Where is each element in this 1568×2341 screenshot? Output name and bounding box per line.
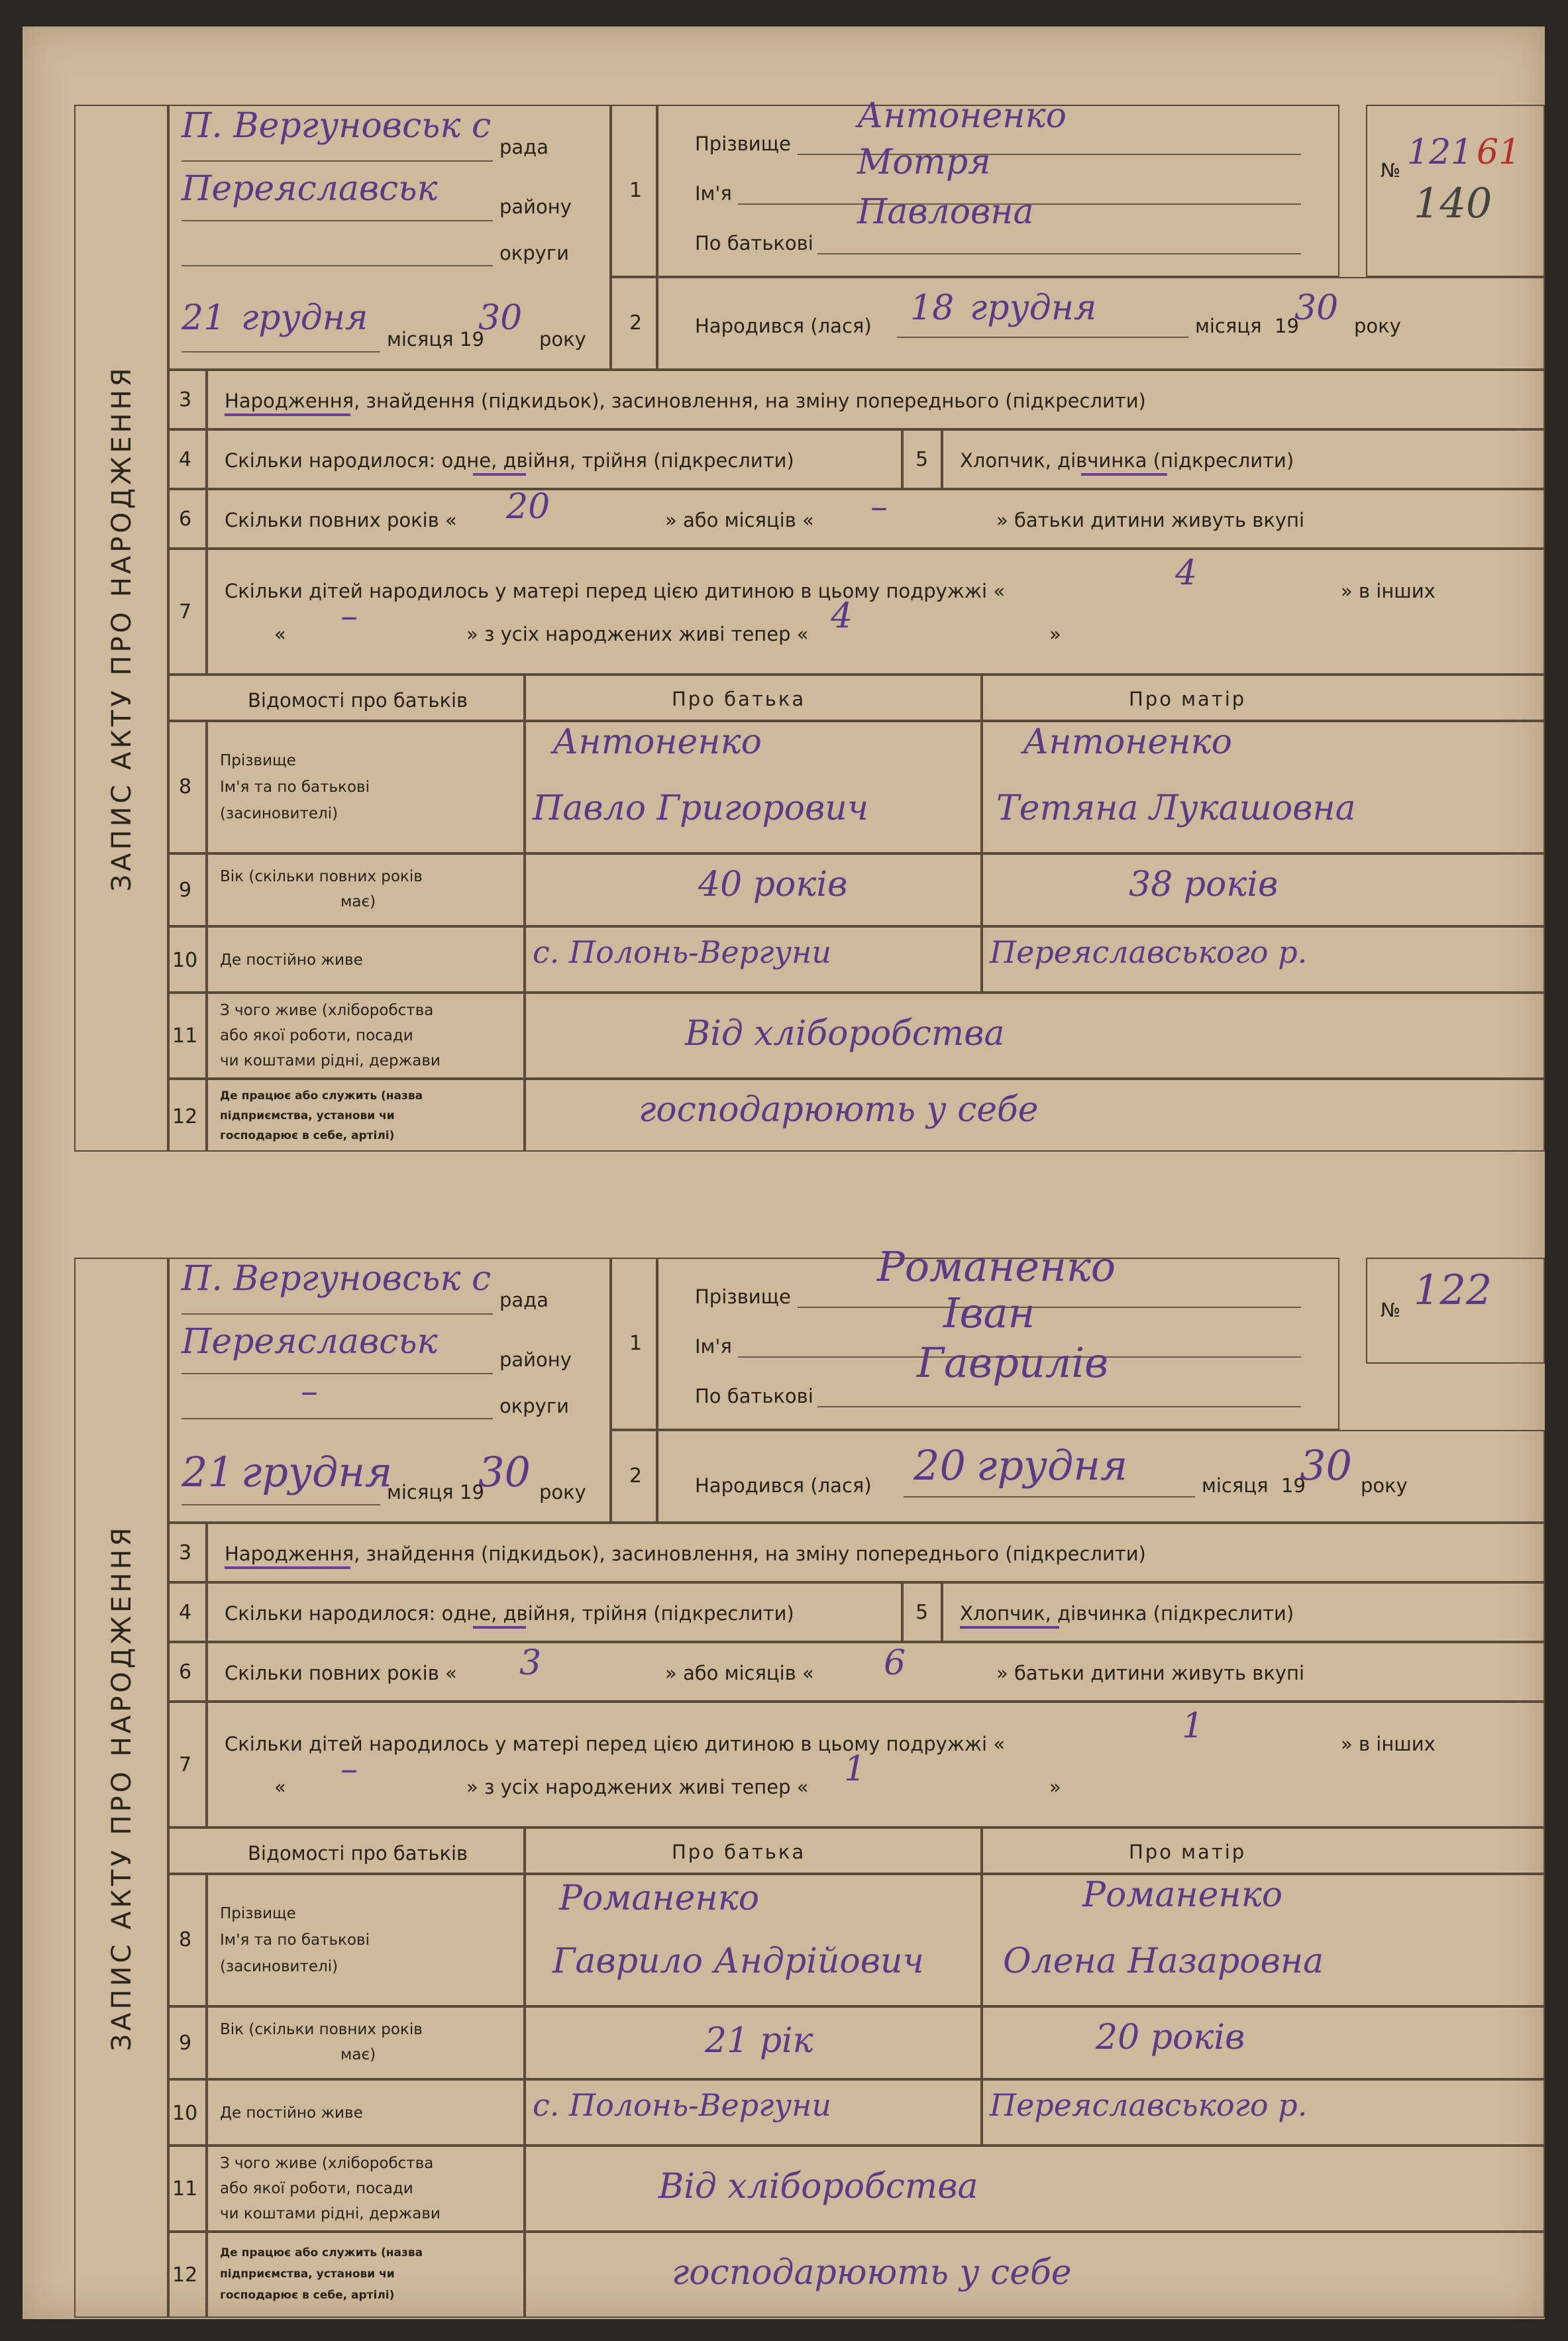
row-9-mother-cell — [982, 2006, 1545, 2079]
row-7-text-a: Скільки дітей народилось у матері перед цією дитиною в цьому подружжі « — [225, 1733, 1006, 1755]
row-5-number: 5 — [915, 448, 929, 471]
row-12-label-cell — [207, 2232, 525, 2318]
row-10-number-cell — [167, 2079, 207, 2146]
record-number-red: 61 — [1477, 133, 1521, 172]
row-4-underline — [473, 473, 526, 476]
rayon-line — [182, 1373, 493, 1374]
row-5-underline — [1081, 473, 1167, 476]
row-6-number: 6 — [179, 508, 192, 531]
rada-handwriting: П. Вергуновськ с — [182, 1259, 492, 1299]
row-9-label-2: має) — [340, 2046, 376, 2063]
row-9-label-cell — [207, 853, 525, 926]
row-10-number: 10 — [172, 2102, 198, 2125]
parents-header: Відомості про батьків — [248, 1842, 468, 1865]
parents-header-cell — [167, 1827, 525, 1874]
record-side-title: ЗАПИС АКТУ ПРО НАРОДЖЕННЯ — [107, 364, 137, 892]
row-3-number: 3 — [179, 388, 192, 411]
row-7-text-d: » з усіх народжених живі тепер « — [466, 1776, 809, 1798]
born-line — [897, 337, 1188, 338]
row-8-father-cell — [525, 721, 982, 853]
row-6-cell — [207, 1642, 1545, 1702]
row-10-label-cell — [207, 926, 525, 993]
parents-header: Відомості про батьків — [248, 689, 468, 712]
row-2-number: 2 — [629, 1464, 643, 1488]
row-7-text-e: » — [1049, 623, 1061, 645]
row-5-underline — [960, 1626, 1059, 1629]
born-year: 30 — [1300, 1441, 1352, 1490]
row-8-number: 8 — [179, 775, 192, 798]
row-10-label: Де постійно живе — [220, 2104, 363, 2122]
row-11-label-2: або якої роботи, посади — [220, 1027, 413, 1044]
child-name-block — [657, 96, 1339, 277]
rada-label: рада — [499, 136, 549, 158]
name-label: Ім'я — [695, 182, 732, 205]
archival-page — [23, 27, 1545, 2319]
row-5-number: 5 — [915, 1601, 929, 1624]
okrug-line — [182, 265, 493, 266]
born-year-prefix: 19 — [1281, 1474, 1306, 1497]
born-month-label: місяця — [1195, 315, 1262, 337]
row-7-alive: 4 — [831, 596, 853, 636]
row-12-label-1: Де працює або служить (назва — [220, 2246, 423, 2259]
registration-line — [182, 1504, 380, 1505]
row-9-number: 9 — [179, 879, 192, 902]
row-11-label-3: чи коштами рідні, держави — [220, 2205, 441, 2222]
row-10-label-cell — [207, 2079, 525, 2146]
mother-header: Про матір — [1129, 688, 1247, 710]
row-12-label-cell — [207, 1079, 525, 1152]
row-7-number-cell — [167, 1702, 207, 1827]
row-10-number-cell — [167, 926, 207, 993]
row-4-number-cell — [167, 429, 207, 489]
row-7-text-b: » в інших — [1341, 1733, 1436, 1755]
row-7-this-marriage: 1 — [1182, 1706, 1204, 1746]
parents-header-cell — [167, 675, 525, 721]
record-number: 122 — [1414, 1266, 1492, 1314]
father-surname: Антоненко — [552, 722, 762, 762]
row-9-number-cell — [167, 853, 207, 926]
row-2-number-cell — [611, 1430, 657, 1523]
okrug-line — [182, 1418, 493, 1419]
row-8-label-3: (засиновителі) — [220, 1958, 339, 1975]
born-day: 18 — [910, 288, 955, 328]
row-11-value-cell — [525, 993, 1545, 1079]
row-11-label-cell — [207, 2146, 525, 2232]
mother-header-cell — [982, 675, 1545, 721]
rada-label: рада — [499, 1289, 549, 1311]
row-7-this-marriage: 4 — [1175, 553, 1198, 593]
row-11-number-cell — [167, 2146, 207, 2232]
row-9-label-1: Вік (скільки повних років — [220, 868, 423, 885]
row-3-number: 3 — [179, 1541, 192, 1564]
patronymic-label: По батькові — [695, 1385, 813, 1407]
row-10-mother-cell — [982, 2079, 1545, 2146]
mother-surname: Романенко — [1082, 1875, 1283, 1915]
row-3-text: Народження, знайдення (підкидьок), засиновлення, на зміну попереднього (підкреслити) — [225, 390, 1146, 412]
born-month: грудня — [976, 1441, 1128, 1490]
place-of-work: господарюють у себе — [639, 1090, 1039, 1130]
district-block — [167, 1258, 611, 1523]
row-1-number: 1 — [629, 1332, 643, 1355]
mother-residence: Переяславського р. — [990, 934, 1308, 970]
row-6-years: 3 — [519, 1643, 542, 1683]
record-number: 121 — [1407, 133, 1473, 172]
row-5-cell — [942, 1582, 1545, 1642]
father-header-cell — [525, 1827, 982, 1874]
name-handwriting: Мотря — [857, 142, 991, 182]
patronymic-line — [817, 1406, 1301, 1407]
record-number-label: № — [1381, 159, 1401, 182]
father-residence: с. Полонь-Вергуни — [533, 2087, 832, 2123]
row-11-value-cell — [525, 2146, 1545, 2232]
row-7-text-c: « — [274, 1776, 286, 1798]
row-9-number-cell — [167, 2006, 207, 2079]
row-8-mother-cell — [982, 1874, 1545, 2006]
row-5-cell — [942, 429, 1545, 489]
born-month: грудня — [970, 288, 1097, 328]
mother-age: 38 років — [1129, 865, 1279, 904]
born-year-prefix: 19 — [1275, 315, 1299, 337]
row-7-alive: 1 — [844, 1749, 866, 1789]
row-12-label-2: підприємства, установи чи — [220, 2267, 395, 2281]
row-8-label-cell — [207, 1874, 525, 2006]
row-8-label-1: Прізвище — [220, 1905, 296, 1922]
row-6-months: 6 — [884, 1643, 906, 1683]
registration-day: 21 — [182, 298, 226, 338]
row-7-text-c: « — [274, 623, 286, 645]
row-11-label-2: або якої роботи, посади — [220, 2180, 413, 2197]
row-3-number-cell — [167, 370, 207, 429]
registration-year-label: року — [539, 328, 586, 351]
record-side-title-box — [74, 1258, 170, 2318]
born-label: Народився (лася) — [695, 1474, 872, 1497]
born-line — [904, 1496, 1195, 1497]
okrug-label: округи — [499, 1395, 569, 1417]
row-6-cell — [207, 489, 1545, 549]
name-handwriting: Іван — [943, 1289, 1035, 1337]
father-age: 21 рік — [705, 2021, 813, 2061]
row-1-number-cell — [611, 105, 657, 277]
row-5-text: Хлопчик, дівчинка (підкреслити) — [960, 449, 1294, 472]
row-10-father-cell — [525, 926, 982, 993]
row-4-number-cell — [167, 1582, 207, 1642]
father-surname: Романенко — [559, 1878, 760, 1918]
rada-line — [182, 160, 493, 162]
row-11-number: 11 — [172, 1024, 198, 1048]
row-1-number: 1 — [629, 179, 643, 202]
row-6-text-a: Скільки повних років « — [225, 509, 457, 531]
row-4-text: Скільки народилося: одне, двійня, трійня (підкреслити) — [225, 449, 794, 472]
row-3-text: Народження, знайдення (підкидьок), засиновлення, на зміну попереднього (підкреслити) — [225, 1543, 1146, 1565]
row-3-underline — [225, 1566, 350, 1569]
record-side-title: ЗАПИС АКТУ ПРО НАРОДЖЕННЯ — [107, 1524, 137, 2051]
place-of-work: господарюють у себе — [672, 2253, 1072, 2293]
row-11-label-1: З чого живе (хліборобства — [220, 2155, 434, 2172]
row-7-text-e: » — [1049, 1776, 1061, 1798]
row-10-label: Де постійно живе — [220, 952, 363, 969]
registration-day: 21 — [182, 1448, 234, 1496]
row-5-number-cell — [902, 1582, 942, 1642]
row-1-number-cell — [611, 1258, 657, 1430]
row-11-number: 11 — [172, 2177, 198, 2201]
row-7-other-marriages: – — [340, 1749, 358, 1789]
registration-month: грудня — [241, 298, 368, 338]
record-side-title-box — [74, 105, 170, 1152]
record-form-grid — [167, 1231, 1505, 2318]
row-7-text-a: Скільки дітей народилось у матері перед цією дитиною в цьому подружжі « — [225, 580, 1006, 602]
row-4-number: 4 — [179, 448, 192, 471]
row-12-label-3: господарює в себе, артілі) — [220, 1129, 395, 1142]
surname-handwriting: Романенко — [877, 1242, 1116, 1291]
born-month-label: місяця — [1202, 1474, 1269, 1497]
mother-name: Олена Назаровна — [1003, 1941, 1324, 1981]
row-10-father-cell — [525, 2079, 982, 2146]
rayon-handwriting: Переяславськ — [182, 1322, 438, 1362]
row-8-label-2: Ім'я та по батькові — [220, 779, 370, 796]
birth-record-2 — [54, 1231, 1505, 2318]
birth-record-1 — [54, 78, 1521, 1152]
row-8-label-1: Прізвище — [220, 752, 296, 769]
row-7-cell — [207, 1702, 1545, 1827]
row-3-cell — [207, 1523, 1545, 1582]
born-year: 30 — [1294, 288, 1339, 328]
row-4-number: 4 — [179, 1601, 192, 1624]
row-5-text: Хлопчик, дівчинка (підкреслити) — [960, 1602, 1294, 1625]
row-9-father-cell — [525, 853, 982, 926]
rayon-handwriting: Переяславськ — [182, 169, 438, 209]
row-3-cell — [207, 370, 1545, 429]
born-label: Народився (лася) — [695, 315, 872, 337]
row-12-label-1: Де працює або служить (назва — [220, 1089, 423, 1103]
row-7-other-marriages: – — [340, 596, 358, 636]
registration-year-prefix: 19 — [460, 328, 484, 351]
row-8-label-3: (засиновителі) — [220, 805, 339, 822]
father-header: Про батька — [672, 1841, 806, 1863]
row-6-text-b: » або місяців « — [665, 509, 814, 531]
born-year-label: року — [1354, 315, 1401, 337]
mother-header: Про матір — [1129, 1841, 1247, 1863]
record-number-box — [1366, 1258, 1545, 1364]
row-3-number-cell — [167, 1523, 207, 1582]
father-header-cell — [525, 675, 982, 721]
row-6-months: – — [870, 487, 888, 527]
row-12-value-cell — [525, 1079, 1545, 1152]
row-7-text-b: » в інших — [1341, 580, 1436, 602]
row-11-label-3: чи коштами рідні, держави — [220, 1052, 441, 1069]
row-12-value-cell — [525, 2232, 1545, 2318]
born-day: 20 — [914, 1441, 966, 1490]
father-name: Гаврило Андрійович — [552, 1941, 924, 1981]
row-11-number-cell — [167, 993, 207, 1079]
patronymic-handwriting: Гаврилів — [917, 1338, 1109, 1387]
row-12-number: 12 — [172, 2263, 198, 2287]
row-4-underline — [473, 1626, 526, 1629]
record-number-label: № — [1381, 1299, 1401, 1321]
source-of-living: Від хліборобства — [685, 1014, 1005, 1054]
birth-date-block — [657, 277, 1545, 370]
row-4-cell — [207, 1582, 902, 1642]
registration-year-label: року — [539, 1481, 586, 1503]
registration-month: грудня — [241, 1448, 393, 1496]
father-name: Павло Григорович — [533, 789, 869, 828]
row-6-number-cell — [167, 1642, 207, 1702]
row-8-father-cell — [525, 1874, 982, 2006]
row-11-label-1: З чого живе (хліборобства — [220, 1002, 434, 1019]
row-6-text-c: » батьки дитини живуть вкупі — [996, 1662, 1305, 1684]
row-5-number-cell — [902, 429, 942, 489]
row-11-label-cell — [207, 993, 525, 1079]
surname-label: Прізвище — [695, 1285, 791, 1308]
mother-name: Тетяна Лукашовна — [996, 789, 1356, 828]
rayon-label: району — [499, 1348, 572, 1371]
row-4-text: Скільки народилося: одне, двійня, трійня (підкреслити) — [225, 1602, 794, 1625]
row-12-number-cell — [167, 1079, 207, 1152]
row-2-number-cell — [611, 277, 657, 370]
row-9-label-cell — [207, 2006, 525, 2079]
rayon-line — [182, 220, 493, 221]
father-residence: с. Полонь-Вергуни — [533, 934, 832, 970]
row-8-label-cell — [207, 721, 525, 853]
row-7-number-cell — [167, 549, 207, 675]
row-6-text-c: » батьки дитини живуть вкупі — [996, 509, 1305, 531]
okrug-label: округи — [499, 242, 569, 264]
row-12-label-2: підприємства, установи чи — [220, 1109, 395, 1122]
mother-header-cell — [982, 1827, 1545, 1874]
mother-surname: Антоненко — [1023, 722, 1232, 762]
father-header: Про батька — [672, 688, 806, 710]
row-7-number: 7 — [179, 1753, 192, 1776]
row-6-number-cell — [167, 489, 207, 549]
patronymic-label: По батькові — [695, 232, 813, 254]
row-6-years: 20 — [506, 487, 550, 527]
patronymic-handwriting: Павловна — [857, 192, 1034, 232]
name-label: Ім'я — [695, 1335, 732, 1358]
okrug-handwriting: – — [301, 1372, 318, 1411]
record-number-annotation: 140 — [1414, 179, 1492, 227]
record-number-box — [1366, 105, 1545, 277]
row-10-mother-cell — [982, 926, 1545, 993]
row-9-father-cell — [525, 2006, 982, 2079]
registration-year-prefix: 19 — [460, 1481, 484, 1503]
row-8-label-2: Ім'я та по батькові — [220, 1932, 370, 1949]
row-8-number-cell — [167, 721, 207, 853]
surname-handwriting: Антоненко — [857, 96, 1067, 136]
registration-line — [182, 351, 380, 353]
row-7-text-d: » з усіх народжених живі тепер « — [466, 623, 809, 645]
registration-month-label: місяця — [387, 1481, 454, 1503]
row-8-number: 8 — [179, 1928, 192, 1951]
row-12-number: 12 — [172, 1105, 198, 1128]
row-9-number: 9 — [179, 2032, 192, 2055]
row-6-text-a: Скільки повних років « — [225, 1662, 457, 1684]
born-year-label: року — [1361, 1474, 1408, 1497]
child-name-block — [657, 1242, 1339, 1430]
record-form-grid — [167, 78, 1521, 1152]
row-7-number: 7 — [179, 600, 192, 624]
mother-residence: Переяславського р. — [990, 2087, 1308, 2123]
row-7-cell — [207, 549, 1545, 675]
row-4-cell — [207, 429, 902, 489]
row-12-label-3: господарює в себе, артілі) — [220, 2289, 395, 2302]
surname-label: Прізвище — [695, 133, 791, 155]
registration-year: 30 — [478, 298, 523, 338]
birth-date-block — [657, 1430, 1545, 1523]
patronymic-line — [817, 253, 1301, 254]
rada-line — [182, 1313, 493, 1315]
source-of-living: Від хліборобства — [658, 2167, 978, 2206]
registration-year: 30 — [478, 1448, 531, 1496]
row-10-number: 10 — [172, 949, 198, 972]
row-8-mother-cell — [982, 721, 1545, 853]
surname-line — [798, 1307, 1301, 1308]
row-6-number: 6 — [179, 1660, 192, 1684]
father-age: 40 років — [698, 865, 848, 904]
row-6-text-b: » або місяців « — [665, 1662, 814, 1684]
registration-month-label: місяця — [387, 328, 454, 351]
district-block — [167, 105, 611, 370]
row-9-label-1: Вік (скільки повних років — [220, 2021, 423, 2038]
row-3-underline — [225, 413, 350, 416]
row-9-label-2: має) — [340, 893, 376, 910]
rada-handwriting: П. Вергуновськ с — [182, 106, 492, 146]
rayon-label: району — [499, 195, 572, 218]
row-12-number-cell — [167, 2232, 207, 2318]
row-2-number: 2 — [629, 311, 643, 335]
row-8-number-cell — [167, 1874, 207, 2006]
mother-age: 20 років — [1096, 2018, 1245, 2057]
row-9-mother-cell — [982, 853, 1545, 926]
